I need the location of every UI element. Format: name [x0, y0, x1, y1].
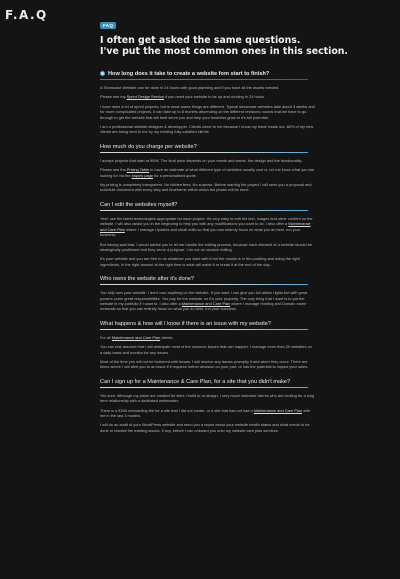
- answer-link[interactable]: Inquiry page: [131, 172, 153, 178]
- answer-text: For all: [100, 334, 112, 340]
- answer-paragraph: [100, 158, 315, 163]
- answer-paragraph: [100, 216, 315, 238]
- answer-text: Please see the: [100, 167, 127, 173]
- answer-text: with me in the last 3 months.: [100, 407, 311, 418]
- faq-question-text: What happens & how will I know if there is an issue with my website?: [100, 320, 271, 327]
- faq-answer-4: [100, 290, 315, 312]
- answer-text: There is a €300 onboarding fee for a site that I did not create, or a site that has not had a: [100, 407, 254, 413]
- faq-question-text: How long does it take to create a website fom start to finish?: [108, 71, 270, 77]
- section-tag: FAQ: [100, 22, 116, 29]
- answer-paragraph: [100, 256, 315, 267]
- answer-text: I have done a lot of sprint projects, but is most cases things are different. Typical showcase websites take about 3 weeks and for more complicated projects, it can take up to 6 months depending on the different revisions rounds that we have to go through to get the website that will best serve you and help your business grow to it's full potential.: [100, 103, 315, 120]
- answer-paragraph: [100, 167, 315, 178]
- answer-paragraph: [100, 290, 315, 312]
- faq-question-2[interactable]: [100, 142, 315, 153]
- answer-link[interactable]: Maintenance and Care Plan: [111, 334, 161, 340]
- answer-text: I am a professional website designer & developper. Clients come to me because I know my trade inside out. 80% of my new clients are being sent to me by my existing fully satisfied clients: [100, 124, 314, 135]
- faq-list: [100, 69, 315, 433]
- answer-text: I accept projects that start at 900€. The final price depends on your needs and wants, the design and the functionality.: [100, 157, 303, 163]
- answer-paragraph: [100, 85, 315, 90]
- faq-question-text: How much do you charge per website?: [100, 143, 197, 150]
- faq-question-text: Can I sign up for a Maintenance & Care Plan, for a site that you didn't make?: [100, 378, 291, 385]
- answer-text: Yes!! use the latest technologies appropriate for each project. It's very easy to edit the text, images and other content on the website. I will also assist you in the beginning to help you with any modifications you want to do. I also offer a: [100, 215, 313, 227]
- answer-text: You can rest assured that I will anticipate most of the common issues that can happen. I manage more than 20 websites on a daily basis and monitor for any issues.: [100, 344, 312, 355]
- faq-answer-6: [100, 393, 315, 433]
- page-title-line-1: I often get asked the same questions.: [100, 35, 301, 46]
- answer-link[interactable]: Sprint Design Service: [126, 94, 165, 100]
- answer-text: A Showcase Website can be done in 24 hours with good planning and if you have all the assets needed.: [100, 85, 280, 90]
- answer-paragraph: [100, 408, 315, 419]
- answer-text: to have an estimate of what different type of websites usually cost or Let me know what you are looking for via the: [100, 167, 315, 178]
- answer-text: I will do an audit of your WordPress website and send you a report about your website health status and what needs to be done to resolve the existing issues, if any, before I can onboard you onto my website care plan services.: [100, 422, 310, 433]
- answer-text: clients:: [160, 334, 174, 340]
- answer-paragraph: [100, 359, 315, 370]
- answer-text: where I manage Updates and small edits so that you can entirely focus on what you do best, run your business.: [100, 226, 301, 238]
- answer-text: where I manage Hosting and Domain name renewals so that you can entirely focus on what you do best, run your business.: [100, 300, 307, 312]
- answer-text: But having said that, I would advise you to let me handle the editing process, because each element of a website should be strategically positioned and they serve a purpose. I do not do random editing.: [100, 241, 312, 252]
- answer-link[interactable]: Pricing Table: [126, 167, 150, 173]
- answer-paragraph: [100, 422, 315, 433]
- answer-link[interactable]: Maintenance and Care Plan: [253, 407, 303, 413]
- faq-answer-2: [100, 158, 315, 193]
- page-title-line-2: I've put the most common ones in this section.: [100, 46, 348, 57]
- faq-answer-5: [100, 335, 315, 370]
- answer-link[interactable]: Maintenance and Care Plan: [181, 300, 231, 306]
- answer-paragraph: [100, 124, 315, 135]
- answer-text: Yes sure. Although my plans are created for sites I build or re-design, I very much welcome clients who are looking for a long term relationship with a dedicated webmaster.: [100, 392, 315, 404]
- answer-paragraph: [100, 335, 315, 340]
- faq-answer-3: [100, 216, 315, 267]
- answer-text: My pricing is completely transparent. No hidden fees, No surprise. Before starting the project I will send you a proposal and schedule document with every step and timeframe within which the phase will be done.: [100, 182, 312, 193]
- faq-section: [100, 14, 348, 440]
- faq-question-5[interactable]: [100, 319, 315, 330]
- answer-paragraph: [100, 94, 315, 99]
- faq-question-6[interactable]: [100, 377, 315, 388]
- faq-question-3[interactable]: [100, 200, 315, 211]
- answer-paragraph: [100, 242, 315, 253]
- answer-link[interactable]: Maintenance and Care Plan: [100, 221, 311, 232]
- answer-text: for a personalised quote.: [153, 172, 197, 178]
- answer-paragraph: [100, 393, 315, 404]
- answer-text: Please see my: [100, 94, 127, 100]
- faq-question-4[interactable]: [100, 274, 315, 285]
- answer-paragraph: [100, 182, 315, 193]
- answer-text: You fully own your website. I don't own anything on the website. If you want I can give you full admin rights but with great powers come great responsibilities. You pay for the website, so it's your property. The only thing that I want is to put the website in my portfolio if I want to. I also offer a: [100, 290, 308, 306]
- answer-paragraph: [100, 104, 315, 120]
- faq-question-1[interactable]: [100, 69, 315, 80]
- answer-text: If's your website and you are free to do whatever you want with it but the results is in the pudding and doing the right ingredients, in the right amount at the right time is what will make it or break it at the end of the day...: [100, 256, 300, 267]
- faq-answer-1: [100, 85, 315, 135]
- site-logo[interactable]: F.A.Q: [5, 8, 48, 22]
- page-title: [100, 35, 348, 57]
- answer-text: Most of the time you will not be bothered with issues. I will resolve any issues promptly if and when they occur. There are times where I will alert you to an issue if it requires further decision on your part, or has the potential to impact your sales.: [100, 358, 309, 370]
- answer-text: if you need your website to be up and running in 24 hours.: [164, 94, 266, 100]
- expand-indicator-icon: [100, 71, 105, 76]
- faq-question-text: Who owns the website after it's done?: [100, 276, 195, 283]
- answer-paragraph: [100, 344, 315, 355]
- faq-question-text: Can I edit the websites myself?: [100, 201, 178, 208]
